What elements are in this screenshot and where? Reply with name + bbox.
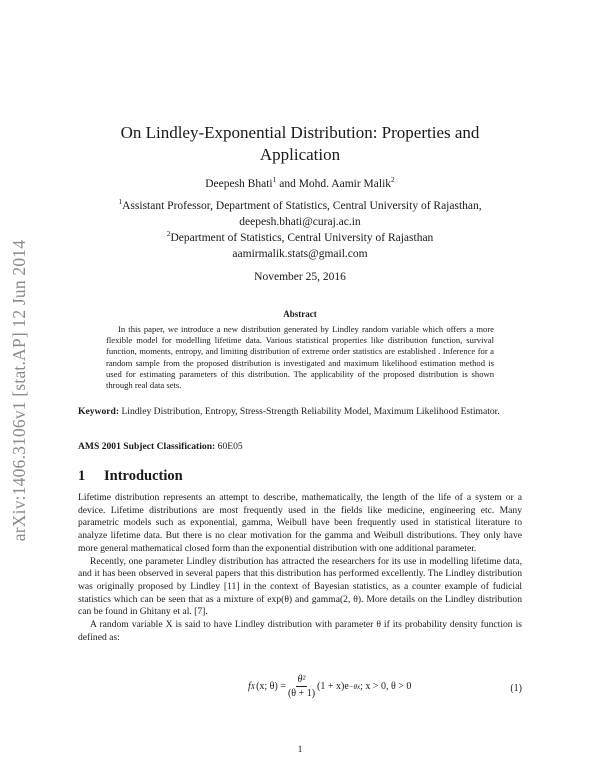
affiliation-1	[78, 198, 522, 214]
affiliation-1-mark: 1	[118, 197, 123, 207]
eq-denominator: (θ + 1)	[287, 688, 316, 699]
section-heading	[78, 468, 522, 485]
eq-rhs: (1 + x)e	[317, 681, 349, 692]
author-2-mark: 2	[391, 175, 395, 185]
arxiv-identifier: arXiv:1406.3106v1 [stat.AP] 12 Jun 2014	[9, 239, 30, 541]
ams-label: AMS 2001 Subject Classification:	[78, 441, 216, 452]
author-conjunction: and	[279, 178, 296, 190]
arxiv-identifier-sidebar	[0, 210, 40, 570]
equation-number: (1)	[510, 683, 522, 694]
affiliation-2-text: Department of Statistics, Central University of Rajasthan	[170, 232, 434, 244]
email-2: aamirmalik.stats@gmail.com	[232, 248, 368, 260]
abstract-heading: Abstract	[283, 309, 317, 319]
paragraph-3: A random variable X is said to have Lindley distribution with parameter θ if its probability density function is defined as:	[78, 619, 522, 643]
eq-condition: ; x > 0, θ > 0	[360, 681, 412, 692]
paper-title-line-2: Application	[259, 145, 341, 164]
affiliation-1-text: Assistant Professor, Department of Statistics, Central University of Rajasthan,	[122, 200, 482, 212]
section-title: Introduction	[104, 468, 183, 484]
keywords-label: Keyword:	[78, 406, 120, 417]
equation-1	[78, 673, 522, 709]
author-names	[78, 176, 522, 192]
page-number: 1	[297, 744, 303, 755]
keywords	[78, 405, 522, 418]
author-2-name: Mohd. Aamir Malik	[298, 178, 392, 190]
eq-fraction	[288, 673, 315, 700]
paper-title	[78, 122, 522, 166]
keywords-text: Lindley Distribution, Entropy, Stress-Strength Reliability Model, Maximum Likelihood Estimator.	[121, 406, 500, 417]
section-number: 1	[78, 468, 86, 484]
eq-lhs: f	[248, 681, 251, 692]
paper-date: November 25, 2016	[254, 271, 346, 283]
affiliation-2-mark: 2	[166, 229, 171, 239]
abstract-text: In this paper, we introduce a new distribution generated by Lindley random variable which offers a more flexible model for modelling lifetime data. Various statistical properties like distribution function, survival function, moments, entropy, and limiting distribution of extreme order statistics are established . Inference for a random sample from the proposed distribution is investigated and maximum likelihood estimation method is used for estimating parameters of this distribution. The applicability of the proposed distribution is shown through real data sets.	[106, 324, 494, 391]
eq-lhs-sub: X	[250, 682, 256, 691]
paper-title-line-1: On Lindley-Exponential Distribution: Properties and	[120, 123, 480, 142]
author-1-mark: 1	[272, 175, 277, 185]
ams-classification	[78, 441, 522, 452]
author-block	[78, 176, 522, 262]
eq-lhs-args: (x; θ) =	[256, 681, 286, 692]
affiliation-2	[78, 230, 522, 246]
eq-numerator: θ²	[297, 674, 306, 685]
author-1-name: Deepesh Bhati	[205, 178, 273, 190]
paragraph-1: Lifetime distribution represents an attempt to describe, mathematically, the length of the life of a system or a device. Lifetime distributions are most frequently used in the fields like medicine, engineering etc. Many parametric models such as exponential, gamma, Weibull have been frequently used in statistical literature to analyze lifetime data. But there is no clear motivation for the gamma and Weibull distributions. They only have more general mathematical closed form than the exponential distribution with one additional parameter.	[78, 492, 522, 554]
paragraph-2: Recently, one parameter Lindley distribution has attracted the researchers for its use in modelling lifetime data, and it has been observed in several papers that this distribution has performed excellently. The Lindley distribution was originally proposed by Lindley [11] in the context of Bayesian statistics, as a counter example of fudicial statistics which can be seen that as a mixture of exp(θ) and gamma(2, θ). More details on the Lindley distribution can be found in Ghitany et al. [7].	[78, 555, 522, 618]
ams-code: 60E05	[217, 441, 243, 452]
equation-expression: f X (x; θ) = $\frac{\text{θ²}}{(\theta + 1)}$ (1 + x)e −θx ; x > 0, θ > 0	[248, 674, 412, 699]
body-text	[78, 492, 522, 644]
email-1: deepesh.bhati@curaj.ac.in	[239, 216, 361, 228]
